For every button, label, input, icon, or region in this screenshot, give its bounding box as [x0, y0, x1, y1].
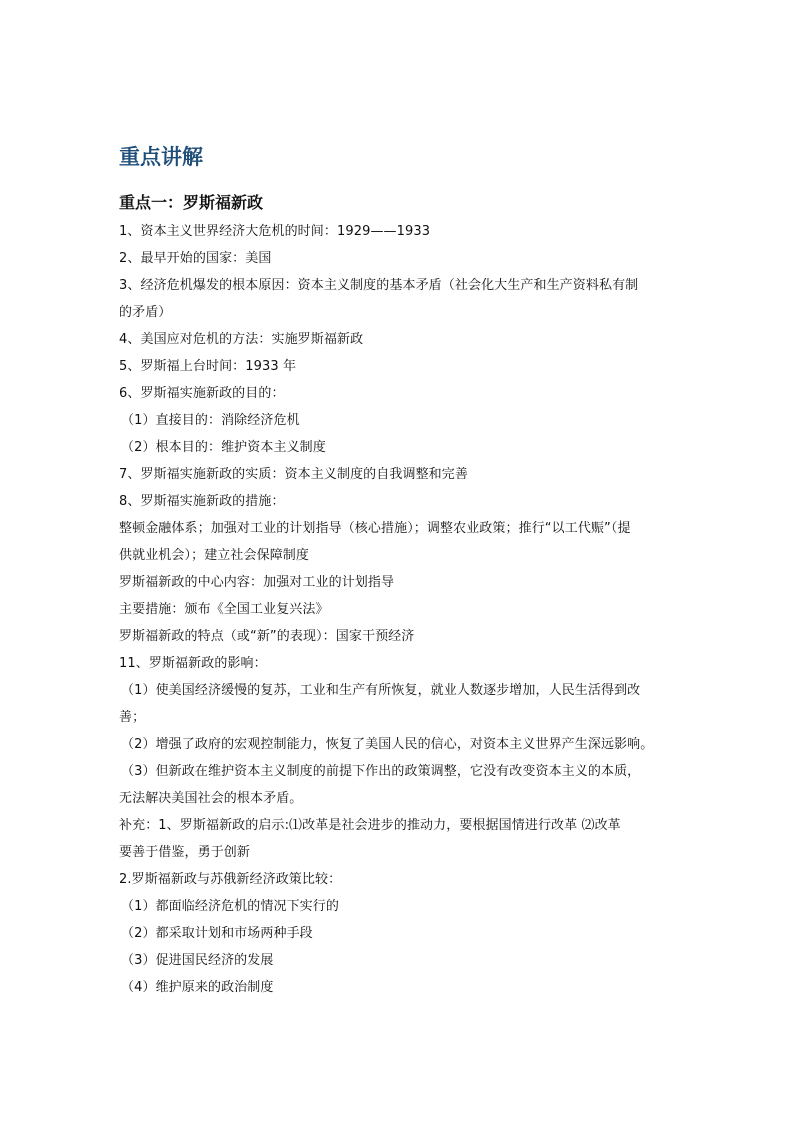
text-line: （3）但新政在维护资本主义制度的前提下作出的政策调整，它没有改变资本主义的本质， — [121, 764, 641, 779]
text-line: 罗斯福新政的中心内容：加强对工业的计划指导 — [119, 575, 395, 590]
text-line: （3）促进国民经济的发展 — [121, 953, 274, 968]
text-line: 要善于借鉴，勇于创新 — [119, 845, 251, 860]
text-line: 的矛盾） — [119, 305, 172, 320]
text-line: 罗斯福新政的特点（或“新”的表现）：国家干预经济 — [119, 629, 415, 644]
text-line: 3、经济危机爆发的根本原因：资本主义制度的基本矛盾（社会化大生产和生产资料私有制 — [119, 278, 639, 293]
paragraph-list — [119, 218, 679, 1001]
document-content — [119, 140, 679, 1001]
text-line: 7、罗斯福实施新政的实质：资本主义制度的自我调整和完善 — [119, 467, 468, 482]
text-line: （4）维护原来的政治制度 — [121, 980, 274, 995]
text-line: 2.罗斯福新政与苏俄新经济政策比较： — [119, 872, 342, 887]
text-line: 供就业机会）；建立社会保障制度 — [119, 548, 310, 563]
text-line: （2）根本目的：维护资本主义制度 — [121, 440, 326, 455]
text-line: 5、罗斯福上台时间：1933 年 — [119, 359, 297, 374]
text-line: 补充：1、罗斯福新政的启示:⑴改革是社会进步的推动力，要根据国情进行改革 ⑵改革 — [119, 818, 621, 833]
text-line: 11、罗斯福新政的影响： — [119, 656, 267, 671]
text-line: 4、美国应对危机的方法：实施罗斯福新政 — [119, 332, 364, 347]
text-line: （1）都面临经济危机的情况下实行的 — [121, 899, 339, 914]
page-title: 重点讲解 — [119, 145, 203, 169]
text-line: 善； — [119, 710, 146, 725]
text-line: 主要措施：颁布《全国工业复兴法》 — [119, 602, 329, 617]
text-line: 6、罗斯福实施新政的目的： — [119, 386, 285, 401]
text-line: （1）使美国经济缓慢的复苏，工业和生产有所恢复，就业人数逐步增加，人民生活得到改 — [121, 683, 641, 698]
section-title: 重点一：罗斯福新政 — [119, 193, 264, 212]
text-line: 8、罗斯福实施新政的措施： — [119, 494, 285, 509]
text-line: （1）直接目的：消除经济危机 — [121, 413, 300, 428]
text-line: （2）增强了政府的宏观控制能力，恢复了美国人民的信心，对资本主义世界产生深远影响。 — [121, 737, 654, 752]
text-line: （2）都采取计划和市场两种手段 — [121, 926, 313, 941]
text-line: 2、最早开始的国家：美国 — [119, 251, 272, 266]
text-line: 无法解决美国社会的根本矛盾。 — [119, 791, 303, 806]
text-line: 整顿金融体系；加强对工业的计划指导（核心措施）；调整农业政策；推行“以工代赈”（提 — [119, 521, 631, 536]
text-line: 1、资本主义世界经济大危机的时间：1929——1933 — [119, 224, 431, 239]
